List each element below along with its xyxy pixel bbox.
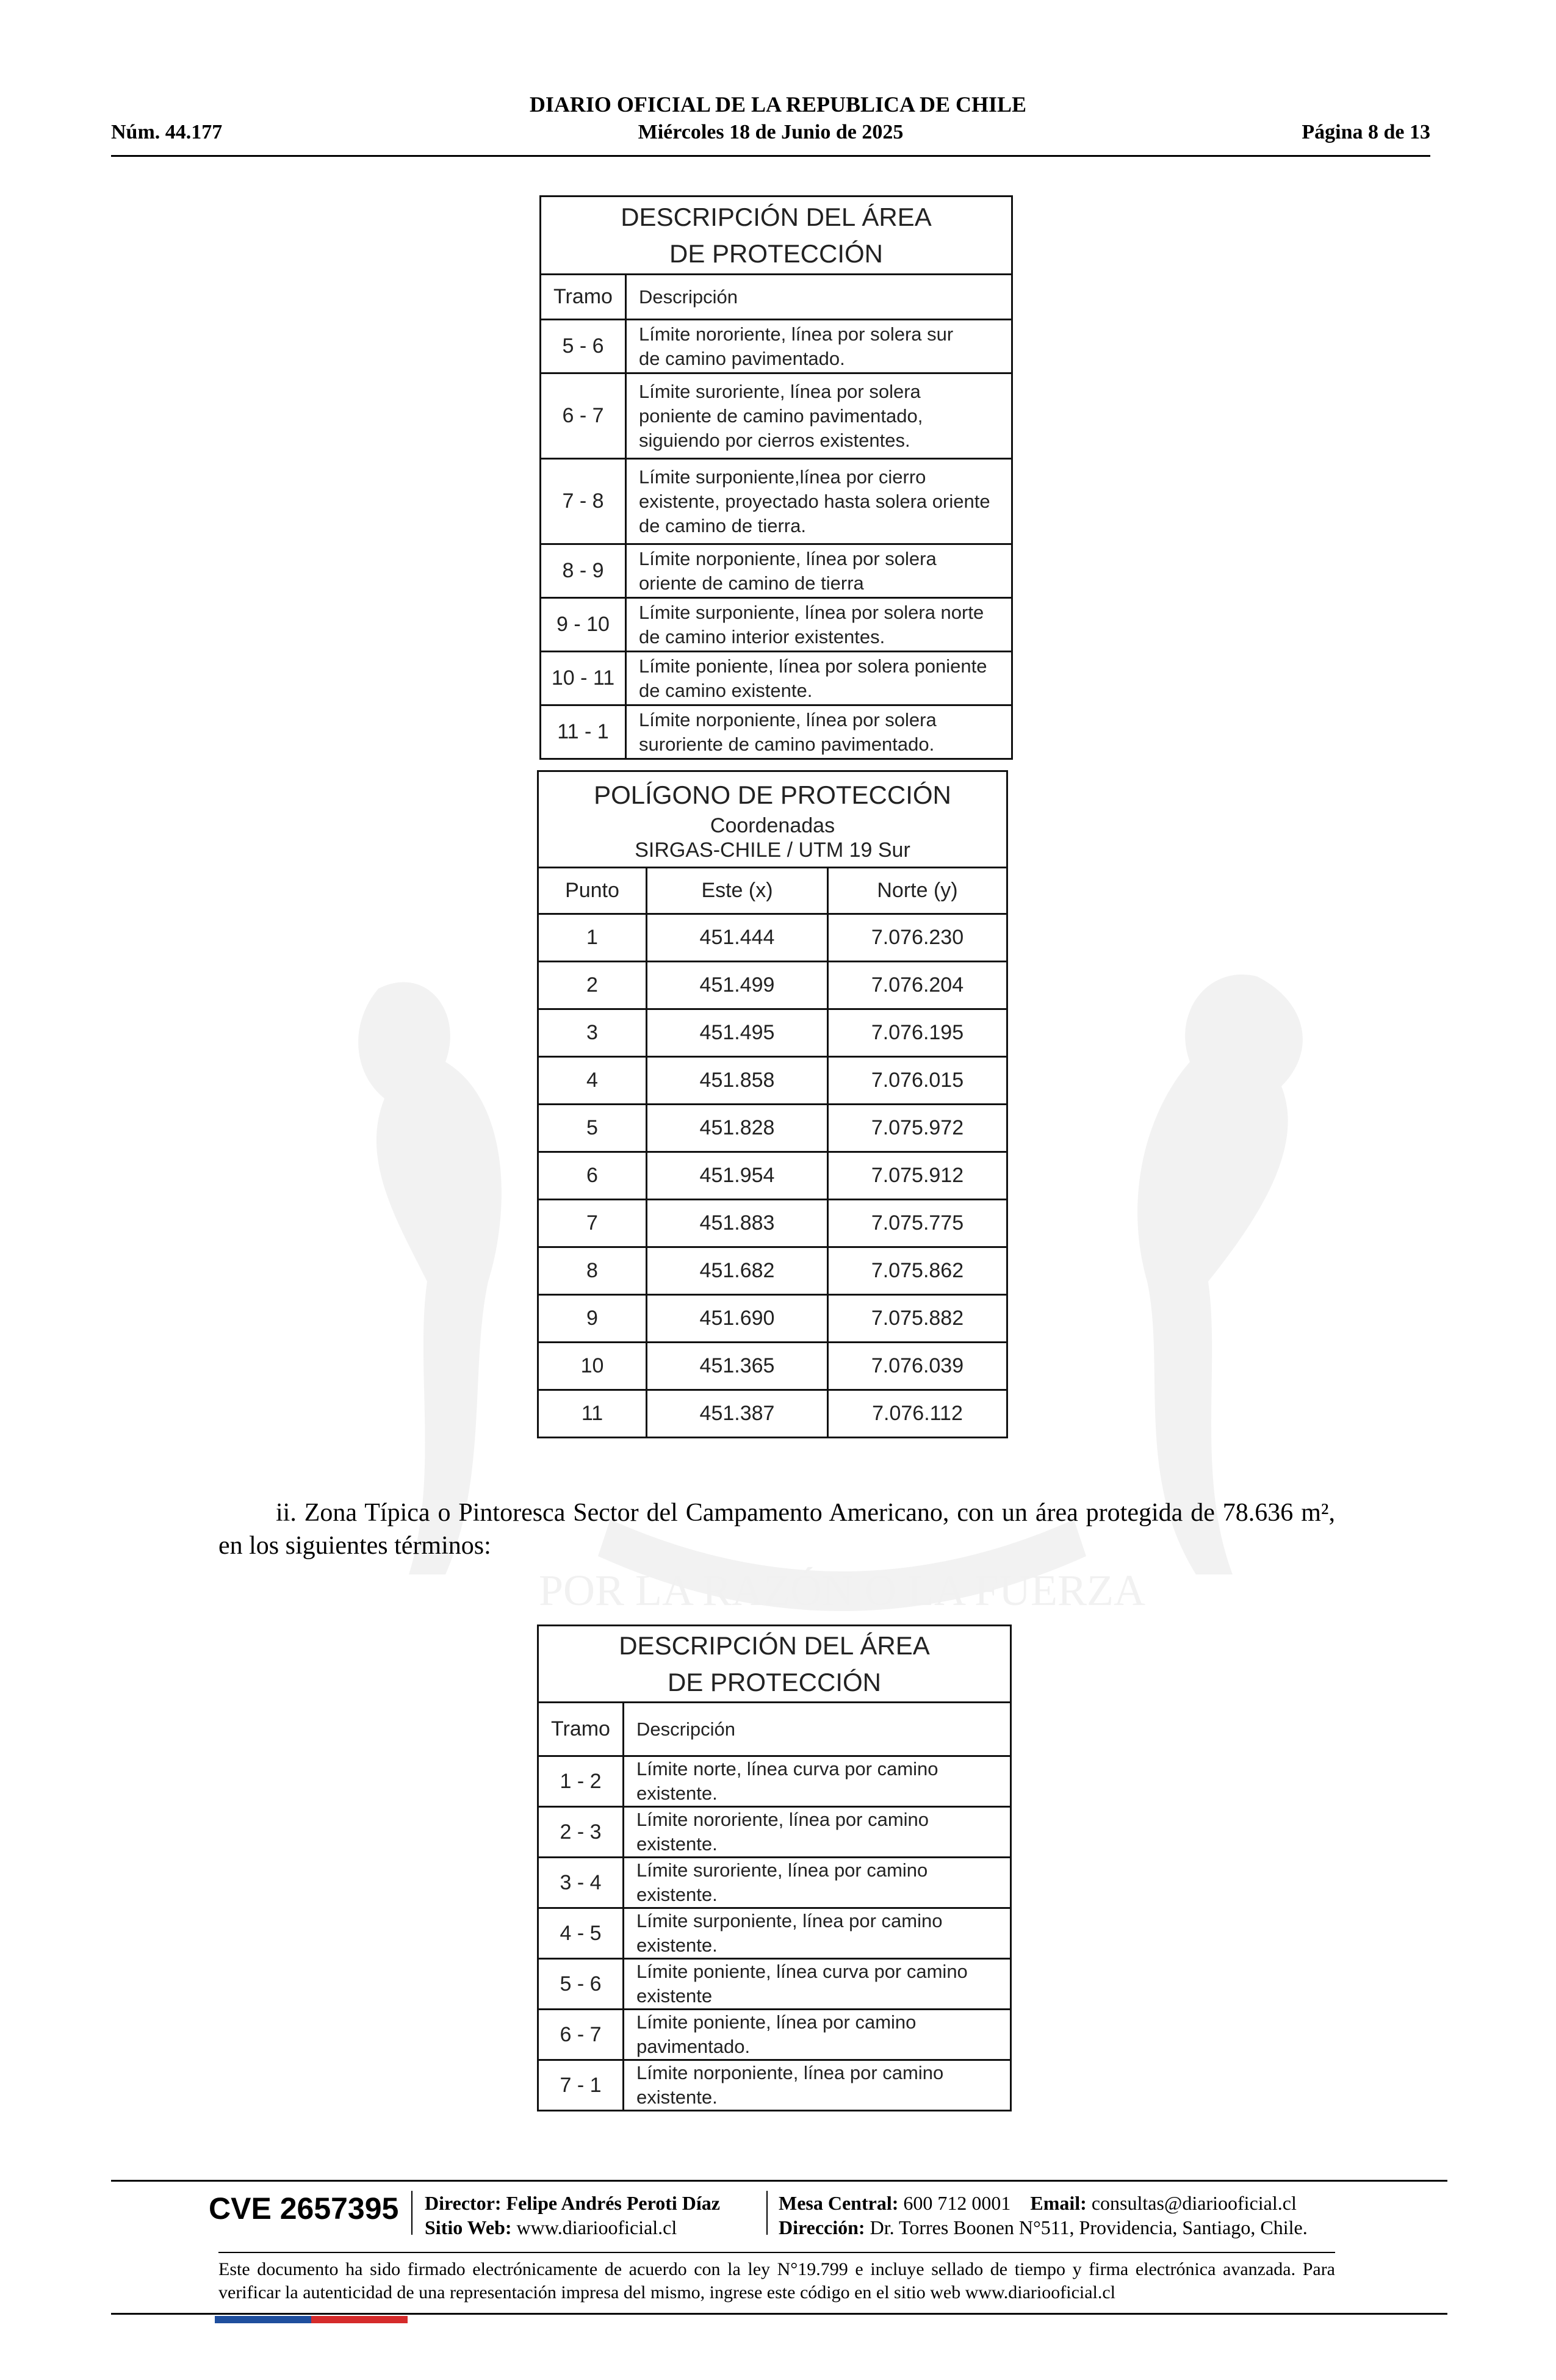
director-name: Felipe Andrés Peroti Díaz [506,2192,720,2214]
descripcion-cell [624,1959,1011,2010]
punto-cell: 5 [538,1105,647,1152]
tramo-cell: 6 - 7 [538,2010,624,2060]
descripcion-line: Límite norponiente, línea por solera [639,547,937,569]
table1-row [541,705,1012,759]
table1-caption-line2: DE PROTECCIÓN [669,239,884,268]
descripcion-line: de camino pavimentado. [639,347,845,369]
descripcion-line: Límite poniente, línea curva por camino [636,1961,968,1982]
polygon-row [538,1343,1007,1390]
descripcion-line: existente, proyectado hasta solera oriente [639,490,990,512]
table3-caption [538,1626,1011,1703]
flag-stripe-red [311,2316,408,2323]
tramo-cell: 7 - 8 [541,459,626,544]
norte-cell: 7.076.039 [828,1343,1007,1390]
flag-stripe-blue [215,2316,311,2323]
norte-cell: 7.075.775 [828,1200,1007,1247]
table2-col-norte: Norte (y) [828,868,1007,914]
punto-cell: 4 [538,1057,647,1105]
norte-cell: 7.075.912 [828,1152,1007,1200]
este-cell: 451.858 [647,1057,828,1105]
address-value: Dr. Torres Boonen N°511, Providencia, Santiago, Chile. [870,2216,1308,2238]
table3-row [538,1959,1011,2010]
descripcion-line: existente. [636,1935,718,1956]
este-cell: 451.883 [647,1200,828,1247]
table3-row [538,1756,1011,1807]
descripcion-line: Límite surponiente,línea por cierro [639,466,926,488]
table2-caption-title: POLÍGONO DE PROTECCIÓN [594,780,951,809]
tramo-cell: 4 - 5 [538,1908,624,1959]
footer-rule-top [111,2180,1447,2182]
mesa-phone: 600 712 0001 [903,2192,1011,2214]
este-cell: 451.828 [647,1105,828,1152]
table2-caption-datum: SIRGAS-CHILE / UTM 19 Sur [635,838,910,862]
table1-row [541,320,1012,373]
page-indicator: Página 8 de 13 [1302,121,1430,143]
descripcion-line: Límite nororiente, línea por solera sur [639,323,954,345]
table3-caption-line1: DESCRIPCIÓN DEL ÁREA [619,1631,930,1660]
punto-cell: 6 [538,1152,647,1200]
footer-rule-bottom [111,2313,1447,2315]
este-cell: 451.499 [647,962,828,1009]
tramo-cell: 8 - 9 [541,544,626,598]
protection-polygon-table [537,770,1008,1438]
descripcion-line: Límite norte, línea curva por camino [636,1758,938,1780]
table3-row [538,2060,1011,2111]
legal-notice: Este documento ha sido firmado electrónicamente de acuerdo con la ley N°19.799 e incluye sellado de tiempo y firma electrónica avanzada. Para verificar la autenticidad de una representación impresa del mismo, ingrese este código en el sitio web www.diariooficial.cl [218,2259,1335,2302]
este-cell: 451.682 [647,1247,828,1295]
cve-code: CVE 2657395 [209,2191,399,2226]
descripcion-line: Límite surponiente, línea por camino [636,1910,943,1931]
descripcion-line: existente [636,1985,713,2007]
descripcion-cell [624,1807,1011,1858]
footer-divider-2 [766,2191,768,2235]
table2-caption-coordinates: Coordenadas [710,813,835,837]
descripcion-line: de camino interior existentes. [639,626,885,647]
table1-row [541,652,1012,705]
descripcion-line: Límite poniente, línea por solera poniente [639,655,987,677]
header-row [111,121,1430,150]
descripcion-cell [626,598,1012,652]
watermark-motto: POR LA RAZÓN O LA FUERZA [538,1566,1146,1615]
norte-cell: 7.075.862 [828,1247,1007,1295]
polygon-row [538,1295,1007,1343]
issue-number: Núm. 44.177 [111,121,223,143]
tramo-cell: 5 - 6 [541,320,626,373]
descripcion-cell [626,652,1012,705]
table3-row [538,1908,1011,1959]
punto-cell: 11 [538,1390,647,1438]
polygon-row [538,1390,1007,1438]
web-label: Sitio Web: [425,2216,512,2238]
descripcion-line: Límite suroriente, línea por camino [636,1859,928,1881]
footer-rule-middle [218,2252,1335,2253]
punto-cell: 10 [538,1343,647,1390]
este-cell: 451.690 [647,1295,828,1343]
table3-row [538,1807,1011,1858]
tramo-cell: 1 - 2 [538,1756,624,1807]
polygon-row [538,1057,1007,1105]
descripcion-cell [624,2060,1011,2111]
descripcion-line: siguiendo por cierros existentes. [639,429,910,451]
norte-cell: 7.076.112 [828,1390,1007,1438]
footer-director-block [425,2191,720,2240]
descripcion-cell [624,1908,1011,1959]
descripcion-cell [624,2010,1011,2060]
punto-cell: 2 [538,962,647,1009]
area-description-table-2 [537,1625,1012,2111]
table3-col-descripcion: Descripción [624,1703,1011,1756]
norte-cell: 7.076.015 [828,1057,1007,1105]
descripcion-line: Límite poniente, línea por camino [636,2011,917,2033]
footer-divider-1 [411,2191,412,2235]
table3-caption-line2: DE PROTECCIÓN [667,1667,882,1697]
descripcion-line: Límite surponiente, línea por solera norte [639,601,984,623]
area-description-table-1 [539,195,1013,760]
polygon-row [538,1105,1007,1152]
tramo-cell: 3 - 4 [538,1858,624,1908]
polygon-row [538,1247,1007,1295]
descripcion-line: pavimentado. [636,2036,751,2057]
descripcion-line: Límite nororiente, línea por camino [636,1809,929,1830]
email-label: Email: [1030,2192,1087,2214]
body-paragraph [218,1496,1335,1562]
descripcion-cell [624,1858,1011,1908]
email-link[interactable]: consultas@diariooficial.cl [1091,2192,1297,2214]
descripcion-line: existente. [636,1783,718,1804]
address-label: Dirección: [779,2216,865,2238]
mesa-label: Mesa Central: [779,2192,899,2214]
table2-caption [538,771,1007,868]
tramo-cell: 9 - 10 [541,598,626,652]
table3-col-tramo: Tramo [538,1703,624,1756]
tramo-cell: 10 - 11 [541,652,626,705]
table2-col-punto: Punto [538,868,647,914]
polygon-row [538,1009,1007,1057]
punto-cell: 3 [538,1009,647,1057]
descripcion-line: oriente de camino de tierra [639,572,864,594]
norte-cell: 7.076.230 [828,914,1007,962]
header-rule [111,155,1430,157]
descripcion-line: Límite norponiente, línea por solera [639,709,937,730]
descripcion-line: existente. [636,1833,718,1855]
descripcion-cell [624,1756,1011,1807]
web-link[interactable]: www.diariooficial.cl [516,2216,677,2238]
issue-date: Miércoles 18 de Junio de 2025 [638,121,904,143]
descripcion-cell [626,705,1012,759]
descripcion-cell [626,320,1012,373]
journal-title: DIARIO OFICIAL DE LA REPUBLICA DE CHILE [529,92,1027,117]
polygon-row [538,1152,1007,1200]
este-cell: 451.444 [647,914,828,962]
table3-row [538,2010,1011,2060]
este-cell: 451.387 [647,1390,828,1438]
norte-cell: 7.075.972 [828,1105,1007,1152]
director-label: Director: [425,2192,502,2214]
tramo-cell: 7 - 1 [538,2060,624,2111]
este-cell: 451.495 [647,1009,828,1057]
punto-cell: 1 [538,914,647,962]
descripcion-cell [626,544,1012,598]
descripcion-line: Límite suroriente, línea por solera [639,380,921,402]
tramo-cell: 6 - 7 [541,373,626,459]
descripcion-line: existente. [636,2086,718,2108]
tramo-cell: 2 - 3 [538,1807,624,1858]
punto-cell: 7 [538,1200,647,1247]
descripcion-cell [626,373,1012,459]
descripcion-line: suroriente de camino pavimentado. [639,733,935,755]
descripcion-cell [626,459,1012,544]
norte-cell: 7.076.195 [828,1009,1007,1057]
table1-caption-line1: DESCRIPCIÓN DEL ÁREA [621,202,932,231]
norte-cell: 7.076.204 [828,962,1007,1009]
polygon-row [538,962,1007,1009]
descripcion-line: poniente de camino pavimentado, [639,405,923,427]
descripcion-line: de camino existente. [639,679,813,701]
table3-row [538,1858,1011,1908]
table1-col-tramo: Tramo [541,275,626,320]
descripcion-line: de camino de tierra. [639,514,806,536]
table1-col-descripcion: Descripción [626,275,1012,320]
footer-contact-block [779,2191,1308,2240]
descripcion-line: Límite norponiente, línea por camino [636,2062,944,2083]
descripcion-line: existente. [636,1884,718,1905]
este-cell: 451.365 [647,1343,828,1390]
tramo-cell: 5 - 6 [538,1959,624,2010]
table1-row [541,459,1012,544]
table1-row [541,373,1012,459]
table1-row [541,544,1012,598]
punto-cell: 8 [538,1247,647,1295]
table1-caption [541,197,1012,275]
table2-col-este: Este (x) [647,868,828,914]
body-paragraph-text: ii. Zona Típica o Pintoresca Sector del Campamento Americano, con un área protegida de 78.636 m², en los siguientes términos: [218,1499,1335,1560]
norte-cell: 7.075.882 [828,1295,1007,1343]
tramo-cell: 11 - 1 [541,705,626,759]
polygon-row [538,914,1007,962]
este-cell: 451.954 [647,1152,828,1200]
punto-cell: 9 [538,1295,647,1343]
polygon-row [538,1200,1007,1247]
table1-row [541,598,1012,652]
